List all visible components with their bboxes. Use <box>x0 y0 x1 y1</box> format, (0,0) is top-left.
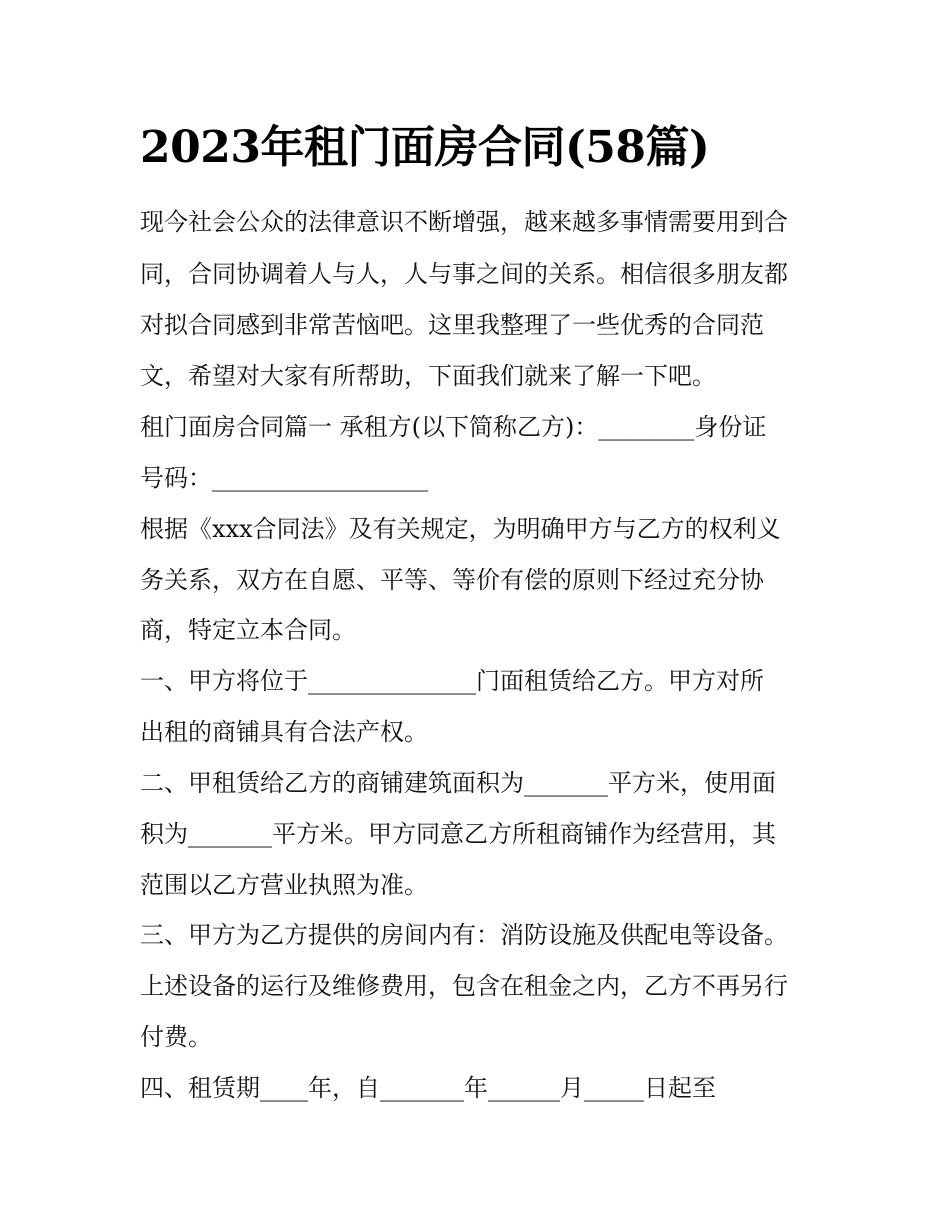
body-line: 积为_______平方米。甲方同意乙方所租商铺作为经营用，其 <box>140 820 776 848</box>
body-line: 出租的商铺具有合法产权。 <box>140 718 428 746</box>
body-line: 二、甲租赁给乙方的商铺建筑面积为_______平方米，使用面 <box>140 769 776 797</box>
body-line: 文，希望对大家有所帮助，下面我们就来了解一下吧。 <box>140 362 716 390</box>
body-line: 根据《xxx合同法》及有关规定，为明确甲方与乙方的权利义 <box>140 515 781 543</box>
body-line: 一、甲方将位于______________门面租赁给乙方。甲方对所 <box>140 667 764 695</box>
body-line: 号码：__________________ <box>140 464 428 492</box>
body-line: 四、租赁期____年，自_______年______月_____日起至 <box>140 1074 716 1102</box>
body-line: 范围以乙方营业执照为准。 <box>140 871 428 899</box>
body-line: 现今社会公众的法律意识不断增强，越来越多事情需要用到合 <box>140 208 788 236</box>
body-line: 对拟合同感到非常苦恼吧。这里我整理了一些优秀的合同范 <box>140 311 764 339</box>
body-line: 同，合同协调着人与人，人与事之间的关系。相信很多朋友都 <box>140 260 788 288</box>
body-line: 三、甲方为乙方提供的房间内有：消防设施及供配电等设备。 <box>140 921 788 949</box>
body-line: 租门面房合同篇一 承租方(以下简称乙方)：________身份证 <box>140 413 767 441</box>
body-line: 付费。 <box>140 1023 212 1051</box>
body-line: 上述设备的运行及维修费用，包含在租金之内，乙方不再另行 <box>140 972 788 1000</box>
body-line: 务关系，双方在自愿、平等、等价有偿的原则下经过充分协 <box>140 566 764 594</box>
body-line: 商，特定立本合同。 <box>140 616 356 644</box>
document-title: 2023年租门面房合同(58篇) <box>140 122 710 173</box>
